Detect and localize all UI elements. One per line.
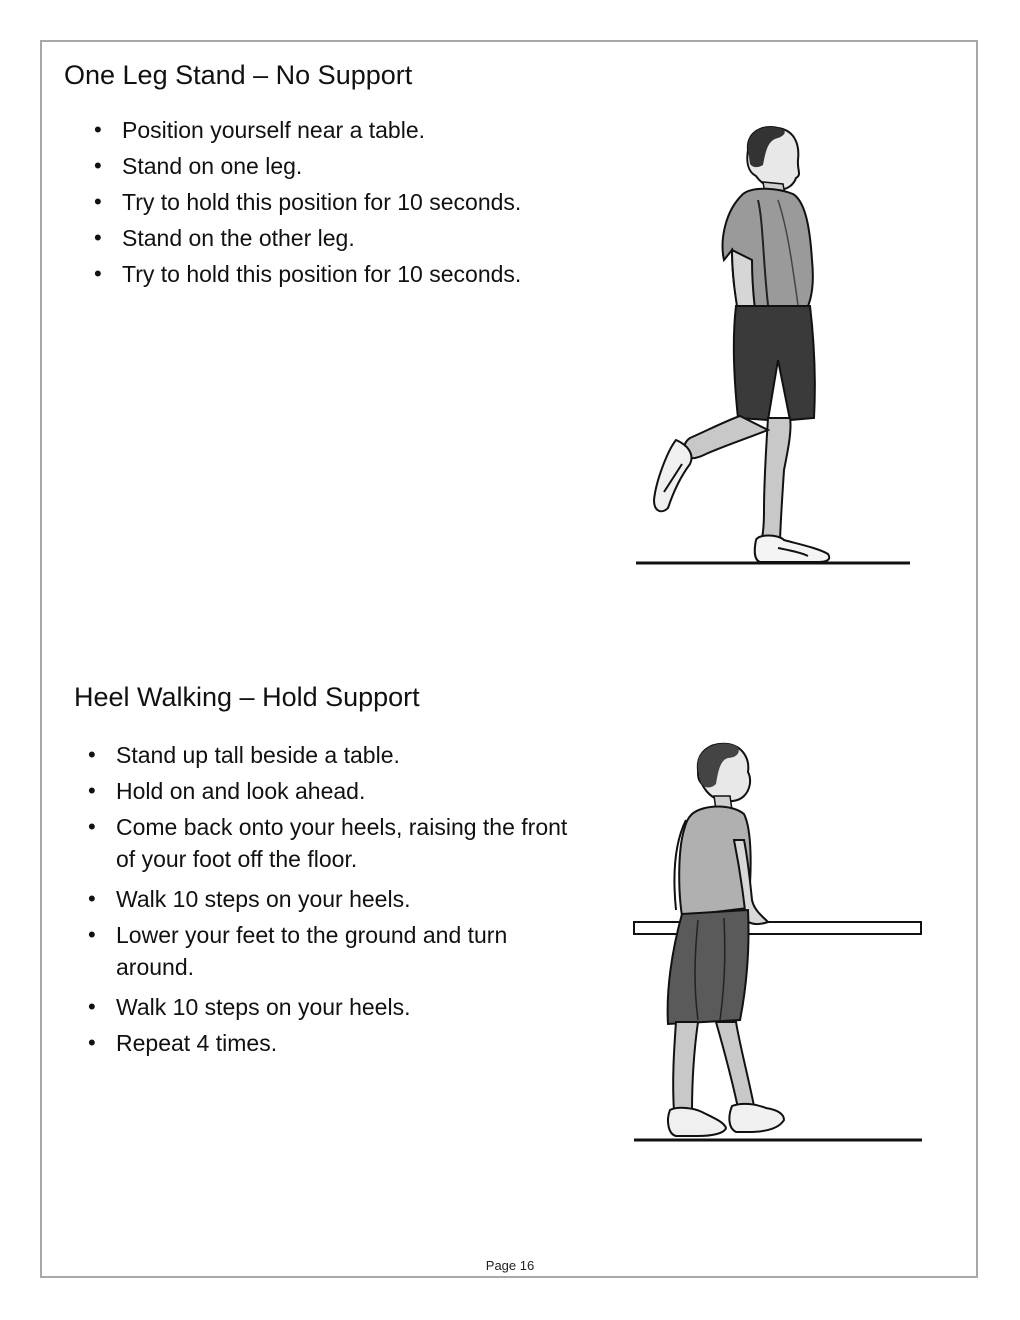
list-item: • Try to hold this position for 10 seconds. <box>92 186 612 218</box>
list-item: • Hold on and look ahead. <box>86 775 576 807</box>
list-item: • Stand on one leg. <box>92 150 612 182</box>
list-item: • Walk 10 steps on your heels. <box>86 991 576 1023</box>
section-title-heel-walking: Heel Walking – Hold Support <box>74 682 420 712</box>
one-leg-stand-steps <box>92 114 612 294</box>
list-item: • Repeat 4 times. <box>86 1027 576 1059</box>
list-item: • Walk 10 steps on your heels. <box>86 883 576 915</box>
woman-heel-walking-with-table-illustration <box>628 740 928 1150</box>
list-item: • Try to hold this position for 10 seconds. <box>92 258 612 290</box>
man-standing-on-one-leg-illustration <box>628 120 918 570</box>
list-item: • Position yourself near a table. <box>92 114 612 146</box>
list-item: • Stand on the other leg. <box>92 222 612 254</box>
section-title-one-leg-stand: One Leg Stand – No Support <box>64 60 413 90</box>
heel-walking-steps <box>86 739 576 1063</box>
list-item: • Stand up tall beside a table. <box>86 739 576 771</box>
list-item: • Lower your feet to the ground and turn around. <box>86 919 576 983</box>
page-number: Page 16 <box>485 1258 535 1273</box>
list-item: • Come back onto your heels, raising the front of your foot off the floor. <box>86 811 576 875</box>
